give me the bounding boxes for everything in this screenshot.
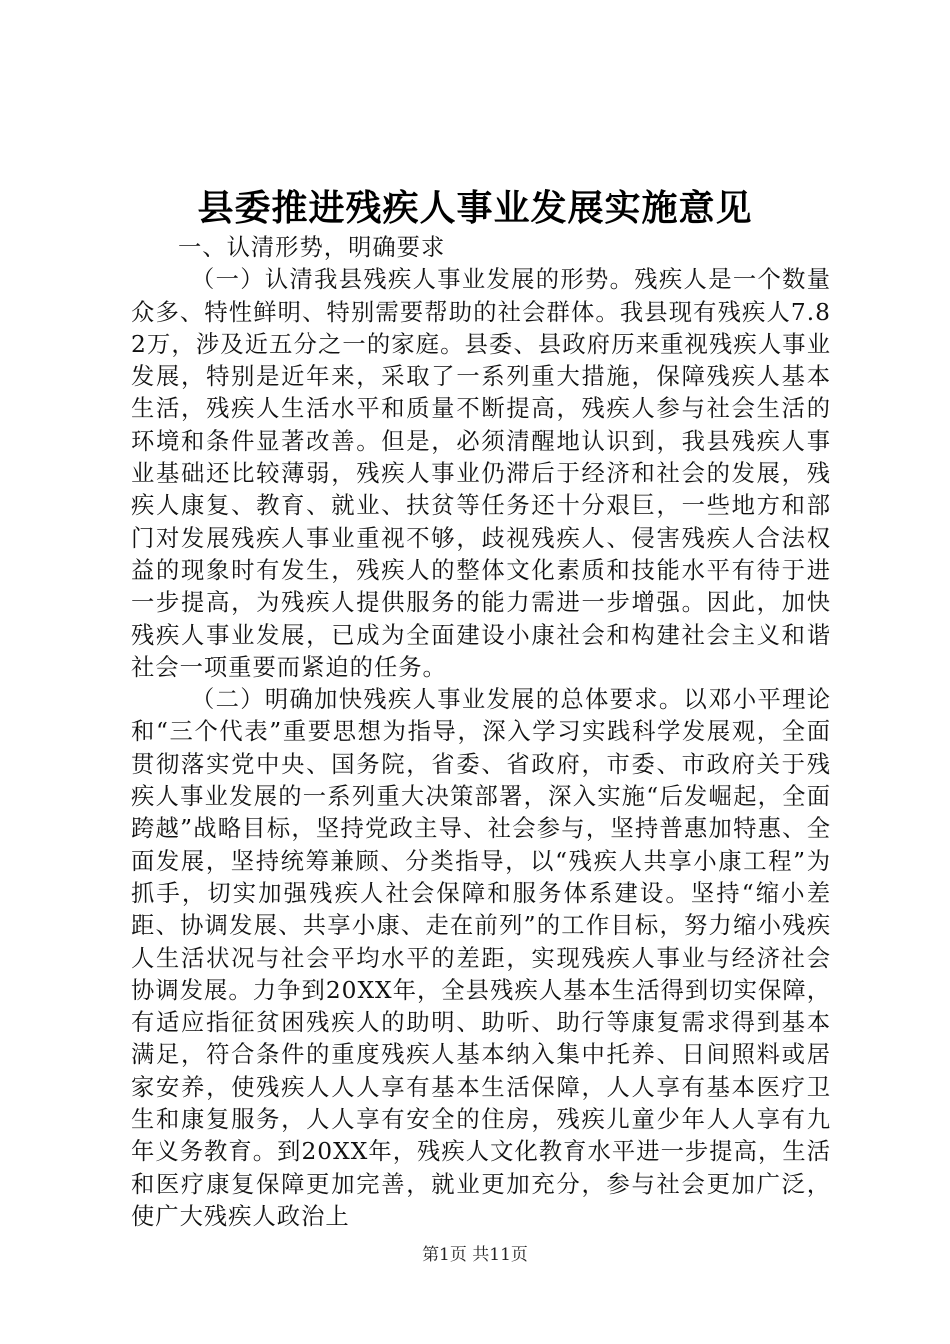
document-body xyxy=(131,232,831,1233)
paragraph-2: （二）明确加快残疾人事业发展的总体要求。以邓小平理论和“三个代表”重要思想为指导，深入学习实践科学发展观，全面贯彻落实党中央、国务院，省委、省政府，市委、市政府关于残疾人事业发展的一系列重大决策部署，深入实施“后发崛起，全面跨越”战略目标，坚持党政主导、社会参与，坚持普惠加特惠、全面发展，坚持统筹兼顾、分类指导，以“残疾人共享小康工程”为抓手，切实加强残疾人社会保障和服务体系建设。坚持“缩小差距、协调发展、共享小康、走在前列”的工作目标，努力缩小残疾人生活状况与社会平均水平的差距，实现残疾人事业与经济社会协调发展。力争到20XX年，全县残疾人基本生活得到切实保障，有适应指征贫困残疾人的助明、助听、助行等康复需求得到基本满足，符合条件的重度残疾人基本纳入集中托养、日间照料或居家安养，使残疾人人人享有基本生活保障，人人享有基本医疗卫生和康复服务，人人享有安全的住房，残疾儿童少年人人享有九年义务教育。到20XX年，残疾人文化教育水平进一步提高，生活和医疗康复保障更加完善，就业更加充分，参与社会更加广泛，使广大残疾人政治上 xyxy=(131,686,831,1230)
document-title: 县委推进残疾人事业发展实施意见 xyxy=(197,187,753,229)
section-heading: 一、认清形势，明确要求 xyxy=(178,234,446,261)
paragraph-1: （一）认清我县残疾人事业发展的形势。残疾人是一个数量众多、特性鲜明、特别需要帮助的社会群体。我县现有残疾人7.82万，涉及近五分之一的家庭。县委、县政府历来重视残疾人事业发展，特别是近年来，采取了一系列重大措施，保障残疾人基本生活，残疾人生活水平和质量不断提高，残疾人参与社会生活的环境和条件显著改善。但是，必须清醒地认识到，我县残疾人事业基础还比较薄弱，残疾人事业仍滞后于经济和社会的发展，残疾人康复、教育、就业、扶贫等任务还十分艰巨，一些地方和部门对发展残疾人事业重视不够，歧视残疾人、侵害残疾人合法权益的现象时有发生，残疾人的整体文化素质和技能水平有待于进一步提高，为残疾人提供服务的能力需进一步增强。因此，加快残疾人事业发展，已成为全面建设小康社会和构建社会主义和谐社会一项重要而紧迫的任务。 xyxy=(131,266,831,681)
page-number-footer: 第1页 共11页 xyxy=(422,1245,528,1265)
